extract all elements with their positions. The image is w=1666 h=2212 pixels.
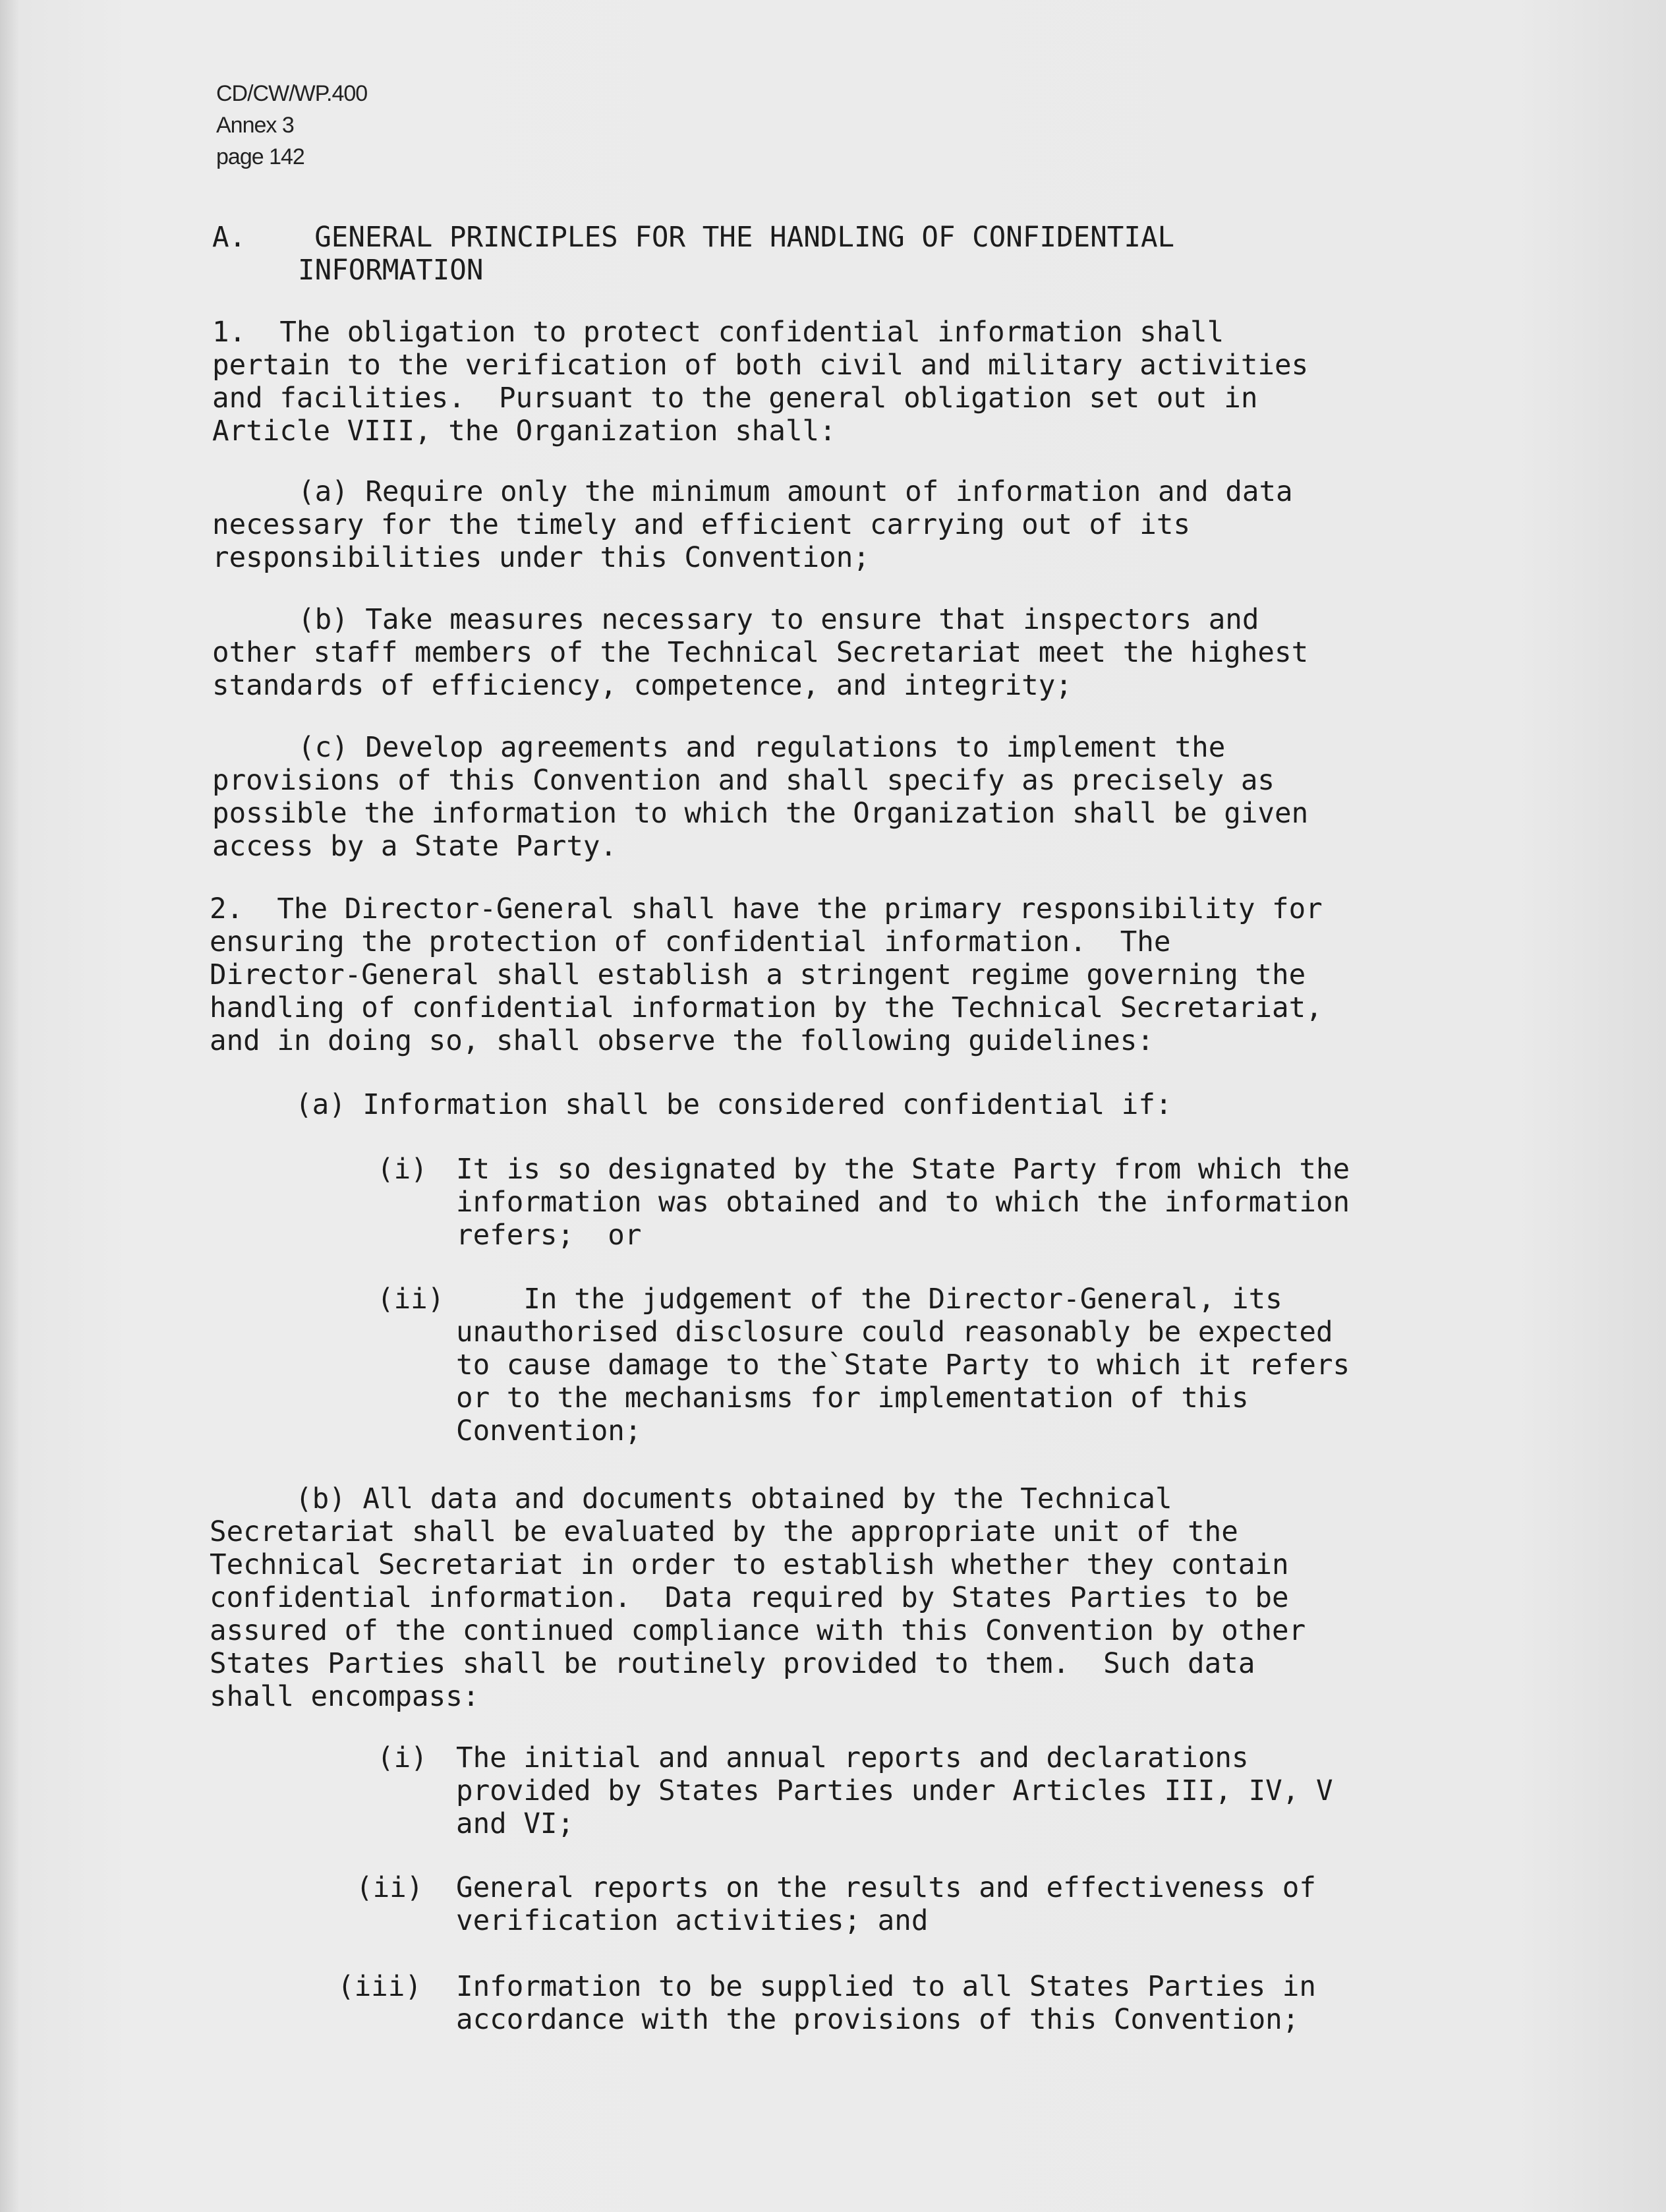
annex-number: Annex 3 [216,113,294,138]
paragraph-line: handling of confidential information by the Technical Secretariat, [210,992,1323,1024]
paragraph-2a-i [456,1153,1350,1252]
paragraph-line: 1. The obligation to protect confidential information shall [212,316,1224,349]
paragraph-line: It is so designated by the State Party from which the [456,1153,1350,1186]
paragraph-line: Technical Secretariat in order to establish whether they contain [210,1549,1289,1581]
paragraph-line: and in doing so, shall observe the following guidelines: [210,1025,1154,1057]
paragraph-line: Director-General shall establish a stringent regime governing the [210,959,1306,991]
paragraph-line: provided by States Parties under Articles III, IV, V [456,1775,1333,1807]
paragraph-line: access by a State Party. [212,830,618,863]
item-label: (i) [377,1742,428,1774]
paragraph-line: necessary for the timely and efficient carrying out of its [212,509,1191,541]
paragraph-line: (a) Information shall be considered confidential if: [295,1089,1172,1121]
paragraph-line: to cause damage to the`State Party to which it refers [456,1349,1350,1382]
paragraph-line: States Parties shall be routinely provided to them. Such data [210,1648,1255,1680]
section-heading [212,221,1174,287]
paragraph-line: (a) Require only the minimum amount of information and data [298,476,1293,508]
paragraph-line: or to the mechanisms for implementation of this [456,1382,1249,1414]
paragraph-line: unauthorised disclosure could reasonably be expected [456,1316,1333,1349]
section-title-line-1: GENERAL PRINCIPLES FOR THE HANDLING OF CONFIDENTIAL [314,221,1175,254]
paragraph-line: shall encompass: [210,1681,480,1713]
paragraph-2 [210,893,1323,1058]
paragraph-2b-i-label [377,1742,428,1775]
paragraph-2b-iii-label [337,1971,422,2004]
item-label: (i) [377,1153,428,1186]
paragraph-2a [295,1089,1172,1122]
paragraph-line: possible the information to which the Organization shall be given [212,798,1309,830]
paragraph-line: Convention; [456,1415,642,1447]
paragraph-line: responsibilities under this Convention; [212,542,870,574]
paragraph-line: confidential information. Data required by States Parties to be [210,1582,1289,1614]
paragraph-line: provisions of this Convention and shall specify as precisely as [212,765,1275,797]
paragraph-line: verification activities; and [456,1905,929,1937]
paragraph-line: and VI; [456,1808,575,1840]
paragraph-line: Information to be supplied to all States Parties in [456,1971,1316,2003]
paragraph-1b [212,604,1308,703]
paragraph-line: General reports on the results and effectiveness of [456,1872,1316,1904]
paragraph-line: Secretariat shall be evaluated by the appropriate unit of the [210,1516,1238,1548]
paragraph-line: assured of the continued compliance with this Convention by other [210,1615,1306,1647]
paragraph-2a-i-label [377,1153,428,1186]
paragraph-line: information was obtained and to which the information [456,1186,1350,1219]
paragraph-line: pertain to the verification of both civil and military activities [212,349,1309,382]
paragraph-line: (b) All data and documents obtained by the Technical [295,1483,1172,1515]
paragraph-line: Article VIII, the Organization shall: [212,415,836,448]
paragraph-2b-iii [456,1971,1316,2037]
paragraph-line: (c) Develop agreements and regulations to implement the [298,732,1226,764]
document-reference: CD/CW/WP.400 [216,81,368,106]
paragraph-2a-ii-label [377,1283,444,1316]
item-label: (iii) [337,1971,422,2003]
paragraph-line: refers; or [456,1219,642,1252]
section-letter: A. [212,221,246,254]
section-title-line-2: INFORMATION [298,254,484,287]
paragraph-1 [212,316,1308,448]
paragraph-line: ensuring the protection of confidential information. The [210,926,1171,958]
paragraph-line: (b) Take measures necessary to ensure that inspectors and [298,604,1259,636]
paragraph-2b-ii [456,1872,1316,1938]
page-number: page 142 [216,144,304,169]
paragraph-2b-i [456,1742,1333,1841]
paragraph-line: accordance with the provisions of this Convention; [456,2004,1300,2036]
paragraph-line: standards of efficiency, competence, and integrity; [212,670,1072,702]
item-label: (ii) [356,1872,424,1904]
document-header [216,78,367,173]
paragraph-line: 2. The Director-General shall have the primary responsibility for [210,893,1323,925]
item-label: (ii) [377,1283,445,1316]
paragraph-2b-ii-label [356,1872,423,1905]
paragraph-line: other staff members of the Technical Secretariat meet the highest [212,637,1309,669]
paragraph-line: In the judgement of the Director-General, its [456,1283,1282,1316]
paragraph-line: The initial and annual reports and declarations [456,1742,1249,1774]
paragraph-line: and facilities. Pursuant to the general obligation set out in [212,382,1258,415]
paragraph-1a [212,476,1293,575]
paragraph-2b [210,1483,1306,1714]
paragraph-2a-ii [456,1283,1350,1448]
paragraph-1c [212,732,1308,863]
